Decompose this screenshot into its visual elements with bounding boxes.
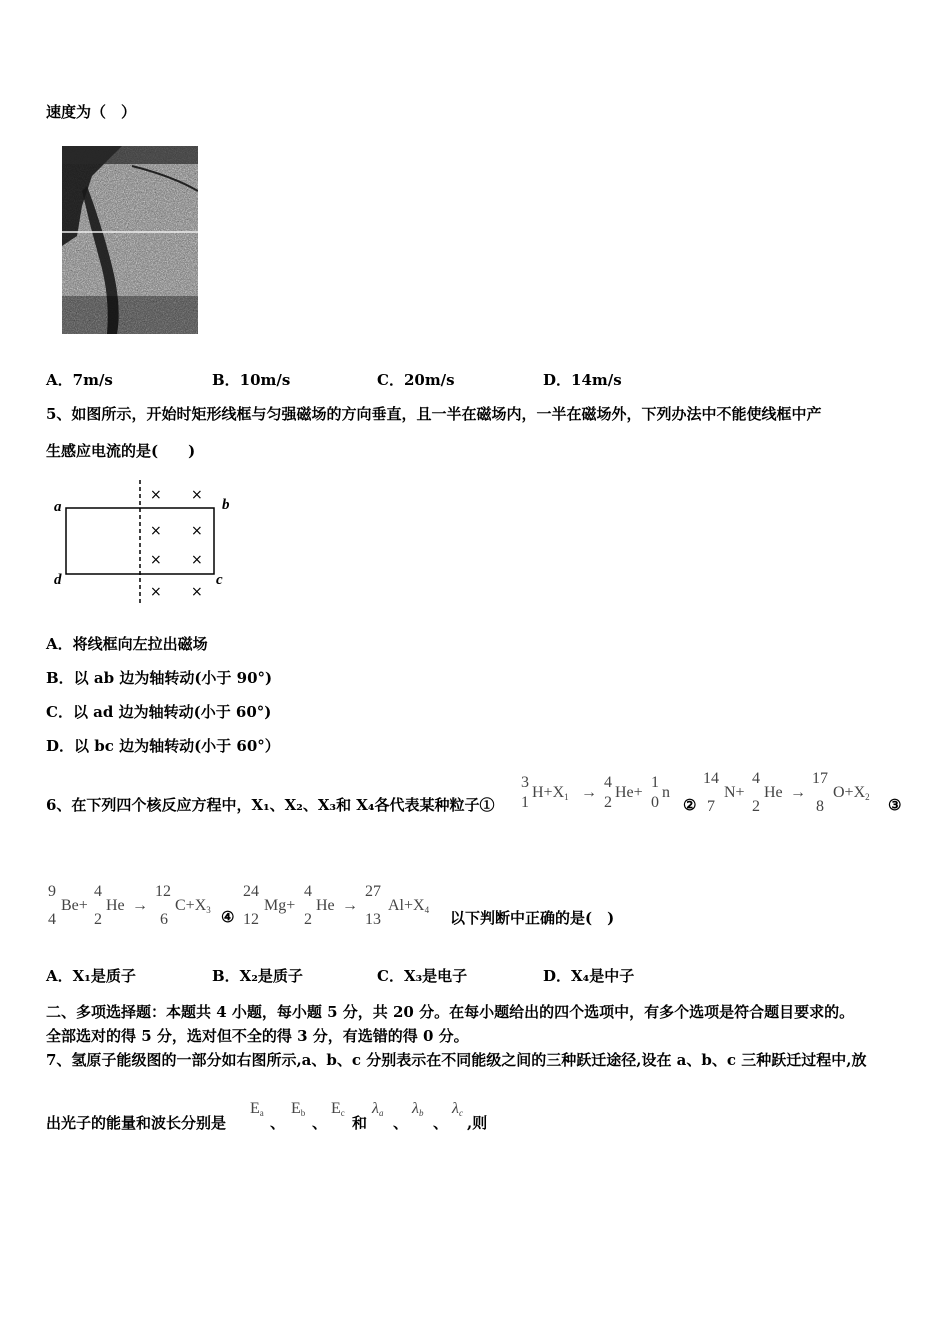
label-a: a [54, 499, 62, 515]
field-cross: × [150, 552, 162, 568]
eq1-helium: He+ [615, 784, 643, 801]
q6-stem: 6、在下列四个核反应方程中，X₁、X₂、X₃和 X₄各代表某种粒子① [46, 796, 495, 814]
field-cross: × [191, 584, 203, 600]
q5-diagram [46, 476, 236, 606]
eq1-neutron: n [662, 784, 670, 801]
q6-mark-2: ② [683, 796, 697, 814]
q5-option-c: C．以 ad 边为轴转动(小于 60°) [46, 703, 272, 721]
eq4-charge-he: 2 [304, 911, 312, 928]
eq4-charge-al: 13 [365, 911, 381, 928]
q5-stem-line1: 5、如图所示，开始时矩形线框与匀强磁场的方向垂直，且一半在磁场内，一半在磁场外，下列办法中不能使线框中产 [46, 405, 822, 423]
q6-option-b: B．X₂是质子 [212, 967, 303, 985]
eq4-mass-mg: 24 [243, 883, 259, 900]
eq1-arrow: → [581, 784, 597, 801]
eq3-carbon: $C+X_3$ [175, 897, 211, 915]
q7-line2-end: ,则 [467, 1114, 488, 1132]
eq3-charge-c: 6 [160, 911, 168, 928]
symbol-lambda-a: $\lambda_a$ [372, 1100, 384, 1118]
eq3-mass-he: 4 [94, 883, 102, 900]
q6-mark-4: ④ [221, 908, 235, 926]
eq3-mass-c: 12 [155, 883, 171, 900]
eq1-charge-n: 0 [651, 794, 659, 811]
q4-photo-image [62, 146, 198, 334]
q4-photo [62, 146, 198, 334]
q4-option-c: C．20m/s [377, 371, 455, 389]
eq2-mass-o: 17 [812, 770, 828, 787]
eq1-mass-h: 3 [521, 774, 529, 791]
eq1-mass-n: 1 [651, 774, 659, 791]
symbol-e-a: $E_a$ [250, 1100, 264, 1118]
eq2-charge-n: 7 [707, 798, 715, 815]
eq3-beryllium: Be+ [61, 897, 88, 914]
eq4-aluminum: $Al+X_4$ [388, 897, 430, 915]
q5-option-a: A．将线框向左拉出磁场 [46, 635, 208, 653]
eq1-mass-he: 4 [604, 774, 612, 791]
symbol-e-c: $E_c$ [331, 1100, 345, 1118]
field-cross: × [150, 584, 162, 600]
eq2-arrow: → [790, 784, 806, 801]
eq4-mass-he: 4 [304, 883, 312, 900]
q4-option-d: D．14m/s [543, 371, 622, 389]
q6-question: 以下判断中正确的是( ) [450, 909, 615, 927]
section2-instructions-line2: 全部选对的得 5 分，选对但不全的得 3 分，有选错的得 0 分。 [46, 1027, 469, 1045]
eq3-charge-he: 2 [94, 911, 102, 928]
q5-option-d: D．以 bc 边为轴转动(小于 60°） [46, 737, 280, 755]
field-cross: × [150, 487, 162, 503]
field-cross: × [191, 523, 203, 539]
eq3-helium: He [106, 897, 125, 914]
q5-stem-line2: 生感应电流的是( ) [46, 442, 196, 460]
eq4-mass-al: 27 [365, 883, 381, 900]
symbol-lambda-c: $\lambda_c$ [452, 1100, 463, 1118]
eq4-helium: He [316, 897, 335, 914]
q6-option-a: A．X₁是质子 [46, 967, 136, 985]
q6-mark-3: ③ [888, 796, 902, 814]
eq1-charge-h: 1 [521, 794, 529, 811]
separator: 、 [270, 1114, 286, 1132]
q6-option-c: C．X₃是电子 [377, 967, 468, 985]
and-word: 和 [352, 1114, 368, 1132]
eq2-charge-o: 8 [816, 798, 824, 815]
field-cross: × [191, 487, 203, 503]
section2-instructions-line1: 二、多项选择题：本题共 4 小题，每小题 5 分，共 20 分。在每小题给出的四个选项中，有多个选项是符合题目要求的。 [46, 1003, 855, 1021]
eq2-mass-n: 14 [703, 770, 719, 787]
field-cross: × [150, 523, 162, 539]
field-cross: × [191, 552, 203, 568]
eq1-charge-he: 2 [604, 794, 612, 811]
eq2-helium: He [764, 784, 783, 801]
eq3-charge-be: 4 [48, 911, 56, 928]
eq2-oxygen: $O+X_2$ [833, 784, 870, 802]
eq4-magnesium: Mg+ [264, 897, 296, 914]
label-c: c [216, 572, 223, 588]
eq4-charge-mg: 12 [243, 911, 259, 928]
q7-stem-line1: 7、氢原子能级图的一部分如右图所示,a、b、c 分别表示在不同能级之间的三种跃迁途径,设在 a、b、c 三种跃迁过程中,放 [46, 1051, 867, 1069]
q4-tail-text: 速度为（ ） [46, 103, 137, 121]
label-b: b [222, 497, 230, 513]
q4-option-b: B．10m/s [212, 371, 291, 389]
eq2-charge-he: 2 [752, 798, 760, 815]
q4-option-a: A．7m/s [46, 371, 113, 389]
label-d: d [54, 572, 62, 588]
symbol-e-b: $E_b$ [291, 1100, 306, 1118]
eq2-mass-he: 4 [752, 770, 760, 787]
separator: 、 [393, 1114, 409, 1132]
eq3-mass-be: 9 [48, 883, 56, 900]
separator: 、 [433, 1114, 449, 1132]
eq4-arrow: → [342, 897, 358, 914]
q5-option-b: B．以 ab 边为轴转动(小于 90°) [46, 669, 273, 687]
q7-line2-prefix: 出光子的能量和波长分别是 [46, 1114, 227, 1132]
eq2-nitrogen: N+ [724, 784, 745, 801]
symbol-lambda-b: $\lambda_b$ [412, 1100, 424, 1118]
eq3-arrow: → [132, 897, 148, 914]
eq1-hydrogen: $H+X_1$ [532, 784, 569, 802]
separator: 、 [312, 1114, 328, 1132]
q6-option-d: D．X₄是中子 [543, 967, 635, 985]
